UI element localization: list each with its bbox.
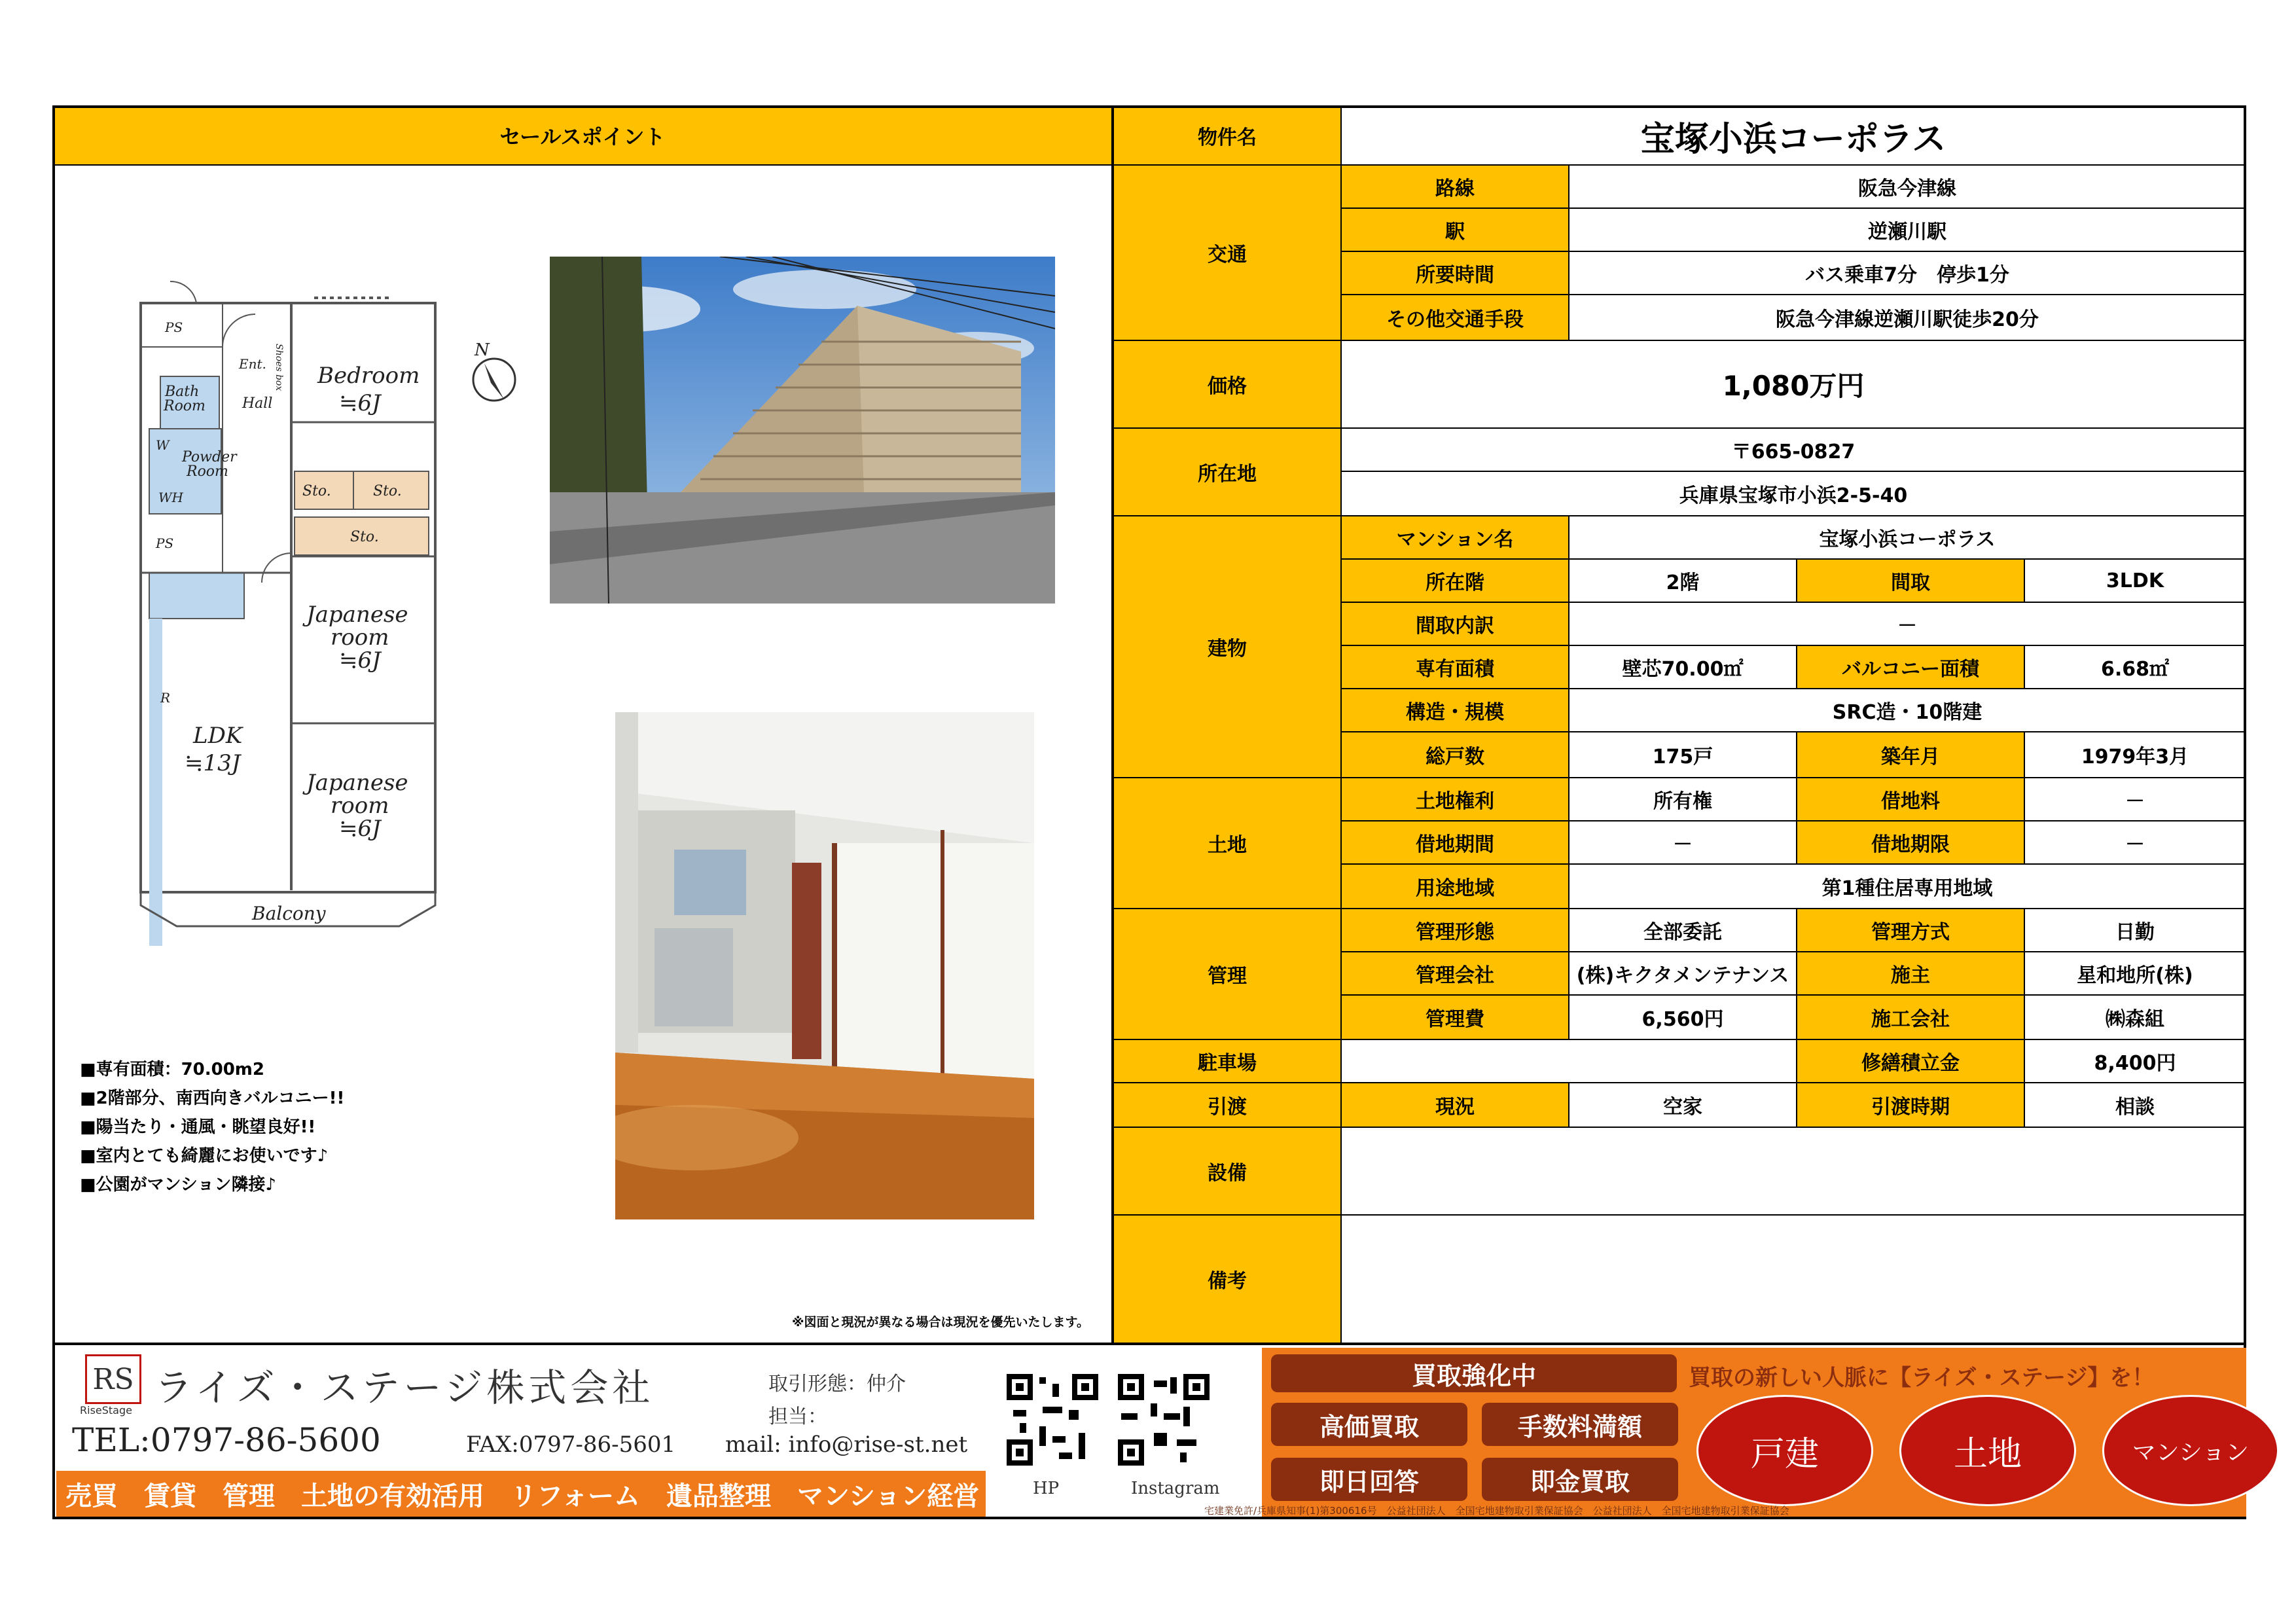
- floor-value: 2階: [1568, 558, 1797, 603]
- repair-value: 8,400円: [2024, 1039, 2246, 1083]
- services-bar: 売買 賃貸 管理 土地の有効活用 リフォーム 遺品整理 マンション経営: [56, 1471, 986, 1517]
- bullet-item: ■陽当たり・通風・眺望良好!!: [80, 1117, 316, 1137]
- label-handover-time: 引渡時期: [1796, 1082, 2025, 1128]
- fp-jp2: Japanese: [306, 770, 408, 796]
- qr-code-icon[interactable]: [1007, 1374, 1098, 1466]
- buy-same-day-button[interactable]: 即日回答: [1271, 1458, 1467, 1501]
- label-lease-limit: 借地期限: [1796, 820, 2025, 865]
- label-zoning: 用途地域: [1340, 863, 1570, 909]
- label-transport: 交通: [1113, 164, 1342, 341]
- buy-cash-button[interactable]: 即金買取: [1482, 1458, 1678, 1501]
- label-building: 建物: [1113, 515, 1342, 778]
- zoning-value: 第1種住居専用地域: [1568, 863, 2246, 909]
- label-balcony-area: バルコニー面積: [1796, 645, 2025, 689]
- deal-type: 取引形態：仲介: [768, 1373, 906, 1396]
- qr-area: [987, 1348, 1262, 1517]
- layout-value: 3LDK: [2024, 558, 2246, 603]
- label-built: 築年月: [1796, 731, 2025, 778]
- page-frame: [52, 105, 2246, 1519]
- label-layout: 間取: [1796, 558, 2025, 603]
- label-layout-detail: 間取内訳: [1340, 602, 1570, 646]
- fp-jp1b: room: [331, 624, 389, 651]
- sales-points-header: セールスポイント: [52, 105, 1113, 166]
- label-land: 土地: [1113, 777, 1342, 909]
- fp-balcony: Balcony: [252, 903, 326, 924]
- structure-value: SRC造・10階建: [1568, 688, 2246, 732]
- footer: [52, 1343, 2250, 1519]
- house-category-button[interactable]: 戸建: [1696, 1395, 1873, 1506]
- units-value: 175戸: [1568, 731, 1797, 778]
- fp-ldk-size: ≒13J: [185, 750, 241, 776]
- company-name: ライズ・ステージ株式会社: [154, 1365, 655, 1410]
- fp-bath: Bath: [165, 384, 200, 400]
- station-value: 逆瀬川駅: [1568, 208, 2246, 252]
- fp-jp2-size: ≒6J: [339, 816, 381, 842]
- label-lease-fee: 借地料: [1796, 777, 2025, 821]
- company-block: [56, 1348, 986, 1468]
- label-handover: 引渡: [1113, 1082, 1342, 1128]
- company-mail: mail: info@rise-st.net: [725, 1432, 968, 1458]
- buy-high-price-button[interactable]: 高価買取: [1271, 1403, 1467, 1446]
- status-value: 空家: [1568, 1082, 1797, 1128]
- balcony-area-value: 6.68㎡: [2024, 645, 2246, 689]
- fp-ent: Ent.: [239, 356, 266, 372]
- label-mgmt-fee: 管理費: [1340, 994, 1570, 1040]
- handover-time-value: 相談: [2024, 1082, 2246, 1128]
- fp-jp1: Japanese: [306, 602, 408, 628]
- label-lease-period: 借地期間: [1340, 820, 1570, 865]
- hp-label: HP: [1033, 1479, 1060, 1498]
- north-label: N: [475, 340, 490, 360]
- column-divider: [1111, 105, 1114, 1344]
- label-owner: 施主: [1796, 951, 2025, 996]
- mgmt-form-value: 全部委託: [1568, 908, 1797, 952]
- label-route: 路線: [1340, 164, 1570, 209]
- bullet-item: ■公園がマンション隣接♪: [80, 1175, 276, 1195]
- label-floor: 所在階: [1340, 558, 1570, 603]
- label-parking: 駐車場: [1113, 1039, 1342, 1083]
- fp-w: W: [156, 437, 170, 453]
- fp-sto2: Sto.: [373, 483, 402, 499]
- company-fax: FAX:0797-86-5601: [466, 1432, 676, 1458]
- label-area: 専有面積: [1340, 645, 1570, 689]
- instagram-label: Instagram: [1131, 1479, 1220, 1498]
- bullet-item: ■2階部分、南西向きバルコニー!!: [80, 1089, 345, 1108]
- label-mgmt-form: 管理形態: [1340, 908, 1570, 952]
- instagram-qr-code-icon[interactable]: [1118, 1374, 1210, 1466]
- owner-value: 星和地所(株): [2024, 951, 2246, 996]
- fp-ps2: PS: [156, 535, 174, 551]
- label-name: 物件名: [1113, 105, 1342, 166]
- label-mansion: マンション名: [1340, 515, 1570, 560]
- label-price: 価格: [1113, 340, 1342, 429]
- zip-value: 〒665-0827: [1340, 427, 2246, 472]
- label-other-transport: その他交通手段: [1340, 294, 1570, 341]
- fp-hall: Hall: [242, 395, 273, 412]
- disclaimer-note: ※図面と現況が異なる場合は現況を優先いたします。: [792, 1315, 1089, 1329]
- fp-powder: Powder: [182, 449, 237, 465]
- fp-shoes: Shoes box: [274, 344, 284, 391]
- label-mgmt-method: 管理方式: [1796, 908, 2025, 952]
- company-logo: RS: [85, 1354, 141, 1404]
- time-value: バス乗車7分 停歩1分: [1568, 251, 2246, 295]
- label-structure: 構造・規模: [1340, 688, 1570, 732]
- label-repair: 修繕積立金: [1796, 1039, 2025, 1083]
- mansion-value: 宝塚小浜コーポラス: [1568, 515, 2246, 560]
- area-value: 壁芯70.00㎡: [1568, 645, 1797, 689]
- label-equipment: 設備: [1113, 1127, 1342, 1216]
- fp-sto1: Sto.: [302, 483, 331, 499]
- mgmt-fee-value: 6,560円: [1568, 994, 1797, 1040]
- fp-jp2b: room: [331, 793, 389, 819]
- fp-ps1: PS: [165, 319, 183, 335]
- company-tel: TEL:0797-86-5600: [72, 1421, 381, 1459]
- built-value: 1979年3月: [2024, 731, 2246, 778]
- fp-bath2: Room: [164, 398, 206, 414]
- mgmt-company-value: (株)キクタメンテナンス: [1568, 951, 1797, 996]
- property-name: 宝塚小浜コーポラス: [1340, 105, 2246, 166]
- fp-ldk: LDK: [193, 723, 243, 749]
- layout-detail-value: －: [1568, 602, 2246, 646]
- fp-r: R: [160, 690, 171, 706]
- other-transport-value: 阪急今津線逆瀬川駅徒歩20分: [1568, 294, 2246, 341]
- buy-full-fee-button[interactable]: 手数料満額: [1482, 1403, 1678, 1446]
- fp-bedroom-size: ≒6J: [339, 390, 381, 416]
- fp-sto3: Sto.: [350, 529, 379, 545]
- fp-powder2: Room: [187, 463, 228, 480]
- label-status: 現況: [1340, 1082, 1570, 1128]
- builder-value: ㈱森組: [2024, 994, 2246, 1040]
- lease-limit-value: －: [2024, 820, 2246, 865]
- price-value: 1,080万円: [1340, 340, 2246, 429]
- land-category-button[interactable]: 土地: [1899, 1395, 2076, 1506]
- label-station: 駅: [1340, 208, 1570, 252]
- label-address: 所在地: [1113, 427, 1342, 516]
- label-remarks: 備考: [1113, 1214, 1342, 1344]
- bullet-item: ■専有面積：70.00m2: [80, 1060, 264, 1079]
- label-mgmt-company: 管理会社: [1340, 951, 1570, 996]
- mgmt-method-value: 日勤: [2024, 908, 2246, 952]
- mansion-category-button[interactable]: マンション: [2102, 1395, 2279, 1506]
- fp-jp1-size: ≒6J: [339, 647, 381, 674]
- lease-fee-value: －: [2024, 777, 2246, 821]
- lease-period-value: －: [1568, 820, 1797, 865]
- company-logo-sub: RiseStage: [80, 1404, 132, 1416]
- label-land-right: 土地権利: [1340, 777, 1570, 821]
- staff-label: 担当：: [768, 1405, 827, 1428]
- buy-slogan: 買取の新しい人脈に【ライズ・ステージ】を！: [1689, 1365, 2155, 1391]
- label-builder: 施工会社: [1796, 994, 2025, 1040]
- address-value: 兵庫県宝塚市小浜2-5-40: [1340, 471, 2246, 516]
- bullet-item: ■室内とても綺麗にお使いです♪: [80, 1146, 329, 1166]
- license-text: 宅建業免許/兵庫県知事(1)第300616号 公益社団法人 全国宅地建物取引業保証協会 公益社団法人 全国宅地建物取引業保証協会: [1204, 1505, 1789, 1517]
- fp-wh: WH: [158, 490, 183, 505]
- label-units: 総戸数: [1340, 731, 1570, 778]
- label-management: 管理: [1113, 908, 1342, 1040]
- route-value: 阪急今津線: [1568, 164, 2246, 209]
- buy-title-banner: 買取強化中: [1271, 1354, 1677, 1392]
- fp-bedroom: Bedroom: [317, 363, 420, 389]
- land-right-value: 所有権: [1568, 777, 1797, 821]
- label-time: 所要時間: [1340, 251, 1570, 295]
